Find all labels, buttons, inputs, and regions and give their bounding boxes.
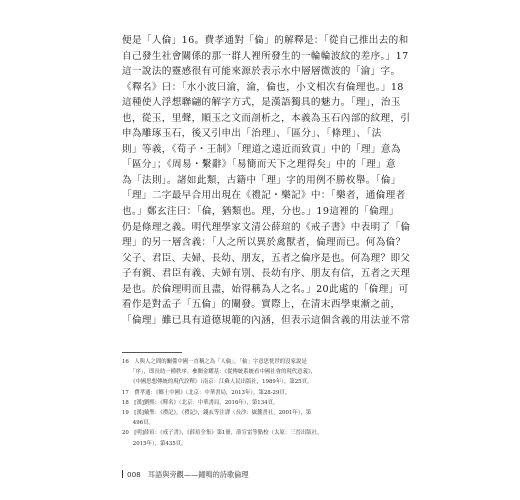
page-footer (122, 470, 249, 480)
footnote-line: 2015年），第435頁。 (122, 440, 187, 447)
body-line: 自己發生社會關係的那一群人裡所發生的一輪輪波紋的差序。」17 (122, 50, 409, 62)
running-title: 耳語與旁觀——鐘鳴的詩歌倫理 (147, 470, 249, 479)
footnote-line: 19 [漢]戴聖：《禮記》，《禮記》，錢玄等注譯（長沙：嶽麓書社，2001年），第 (122, 410, 312, 417)
body-line: 也。」鄭玄注曰：「倫，猶類也。理，分也。」19這裡的「倫理」 (122, 206, 399, 218)
body-line: 申為雕琢玉石，後又引申出「治理」、「區分」、「條理」、「法 (122, 128, 382, 140)
footnotes (122, 357, 406, 449)
footnote-line: 《中國思想傳統的現代詮釋》（南京：江蘇人民出版社，1989年），第25頁。 (122, 379, 313, 386)
footnote-divider (122, 352, 182, 353)
body-line: 則」等義，《荀子・王制》「理道之遠近而致貢」中的「理」意為 (122, 143, 401, 155)
footnote-line: 「序」，即長幼一種秩序。參閱金耀基：《從傳統系統看中國社會的現代意義》， (122, 369, 317, 376)
body-line: 理」的另一層含義：「人之所以異於禽獸者，倫理而已。何為倫？ (122, 237, 406, 249)
footer-bar (122, 470, 123, 478)
body-line: 「倫理」雖已具有道德規範的內涵，但表示這個含義的用法並不常 (122, 314, 411, 326)
body-line: 也，從玉，里聲，順玉之文而剖析之，本義為玉石內部的紋理，引 (122, 112, 411, 124)
footnote-line: 17 費孝通：《鄉土中國》（北京：中華書局，2013年），第28-29頁。 (122, 389, 291, 396)
body-line: 「區分」；《周易・繫辭》「易簡而天下之理得矣」中的「理」意 (122, 159, 396, 171)
page-number: 008 (127, 470, 141, 479)
body-line: 《釋名》曰：「水小波曰淪，淪，倫也，小文相次有倫理也。」18 (122, 81, 404, 93)
body-line: 是也。於倫理明而且盡，始得稱為人之名。」20此處的「倫理」可 (122, 283, 409, 295)
body-line: 仍是條理之義。明代理學家文清公薛瑄的《戒子書》中表明了「倫 (122, 221, 411, 233)
body-line: 父子、君臣、夫婦、長幼、朋友，五者之倫序是也。何為理？即父 (122, 252, 411, 264)
body-line: 便是「人倫」16。費孝通對「倫」的解釋是：「從自己推出去的和 (122, 35, 409, 46)
footnote-line: 16 人與人之間的關係中國一直稱之為「人倫」，「倫」字意思恍世的沒家說是 (122, 359, 307, 365)
body-line: 看作是對孟子「五倫」的闡發。實際上，在清末西學東漸之前， (122, 299, 401, 311)
footnote-line: 20 [明]薛瑄：《戒子書》，《薛瑄全集》第1冊，薛宣雷等點校（太原：三晉出版社， (122, 430, 323, 437)
body-line: 為「法則」。諸如此類，古籍中「理」字的用例不勝枚舉。「倫」 (122, 174, 401, 186)
footer-separator (141, 470, 148, 479)
body-line: 這一說法的靈感很有可能來源於表示水中層層微波的「淪」字。 (122, 66, 401, 78)
body-line: 子有親、君臣有義、夫婦有別、長幼有序、朋友有信，五者之天理 (122, 268, 411, 280)
footnote-line: 496頁。 (122, 420, 154, 427)
body-line: 這種使人浮想聯翩的解字方式，是漢語獨具的魅力。「理」，治玉 (122, 97, 401, 109)
body-line: 「理」二字最早合用出現在《禮記・樂記》中：「樂者，通倫理者 (122, 190, 406, 202)
footnote-line: 18 [漢]劉熙：《釋名》（北京：中華書局，2016年），第134頁。 (122, 399, 279, 406)
body-text (122, 33, 411, 328)
